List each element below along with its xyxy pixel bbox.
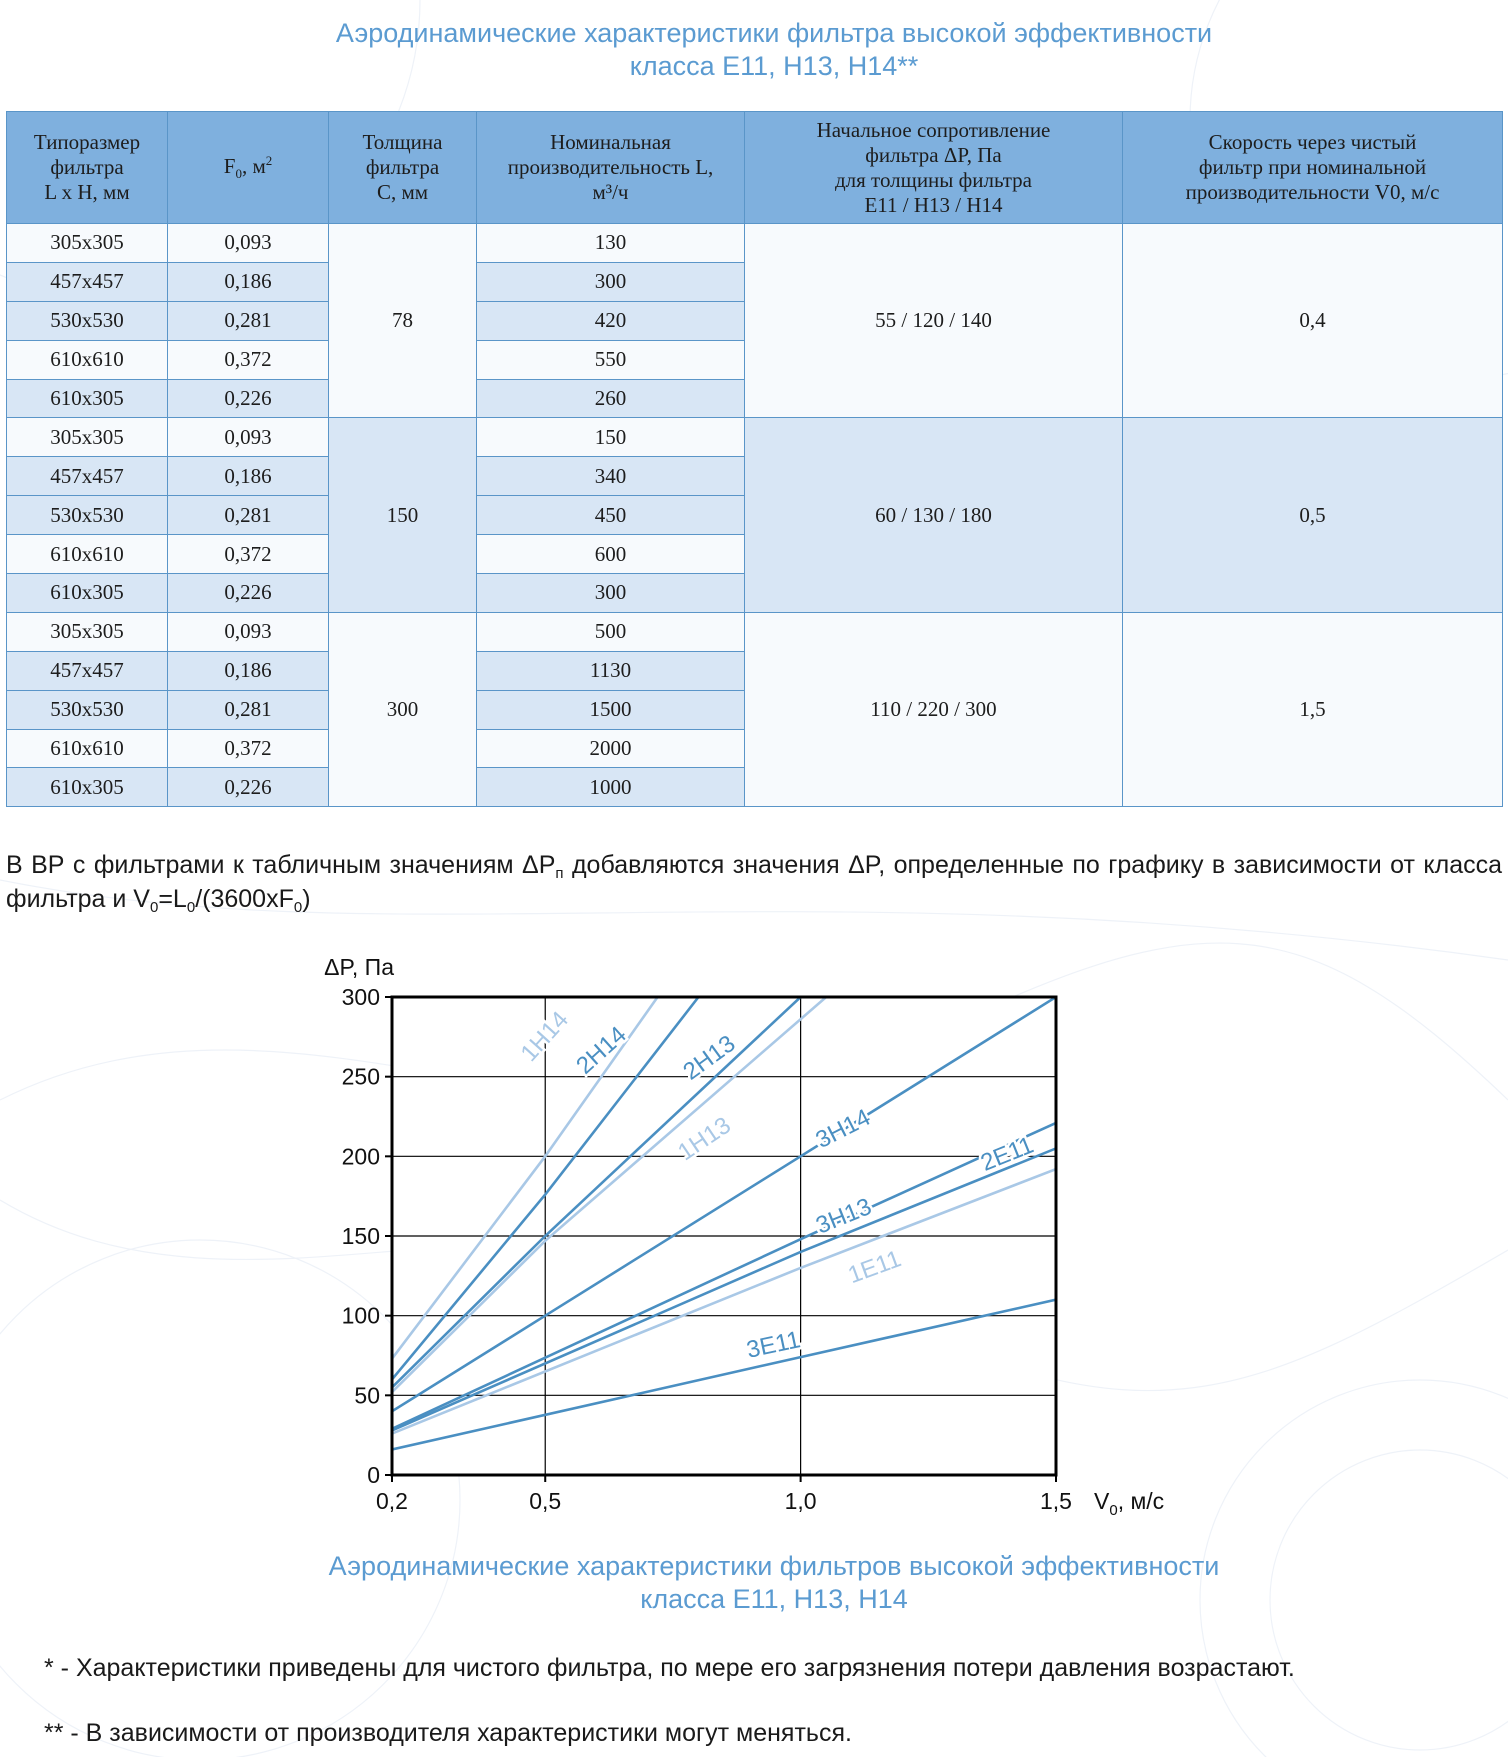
cell-thickness: 78 [329,224,477,418]
cell-size: 530x530 [7,301,168,340]
header-resistance: Начальное сопротивление фильтра ΔP, Па для толщины фильтра E11 / H13 / H14 [745,112,1123,224]
y-tick-label: 300 [341,984,380,1010]
table-row [7,418,1503,457]
cell-capacity: 300 [477,262,745,301]
cell-area: 0,281 [168,690,329,729]
series-label-3h14: 3H14 [811,1103,875,1154]
cell-thickness: 150 [329,418,477,612]
cell-size: 530x530 [7,496,168,535]
footnote-2: ** - В зависимости от производителя характеристики могут меняться. [44,1719,852,1747]
series-label-1e11: 1E11 [844,1245,905,1290]
x-axis-label: $V_0$, м/с [1094,1488,1165,1519]
x-tick-label: 1,0 [784,1488,817,1514]
body-paragraph: В ВР с фильтрами к табличным значениям $\Delta P_п$ добавляются значения ΔP, определенные по графику в зависимости от класса фильтра и $V_0=L_0/(3600xF_0)$ [6,851,1502,916]
cell-capacity: 1130 [477,651,745,690]
table-row [7,224,1503,263]
table-header-row [7,112,1503,224]
header-thickness: Толщина фильтра С, мм [329,112,477,224]
cell-speed: 0,5 [1123,418,1503,612]
header-capacity: Номинальная производительность L, м³/ч [477,112,745,224]
header-size: Типоразмер фильтра L x H, мм [7,112,168,224]
filter-spec-table [6,111,1503,807]
cell-capacity: 300 [477,574,745,613]
cell-thickness: 300 [329,612,477,806]
cell-area: 0,226 [168,574,329,613]
cell-size: 305x305 [7,418,168,457]
cell-area: 0,372 [168,729,329,768]
x-tick-label: 0,2 [376,1488,408,1514]
series-label-2h14: 2H14 [571,1021,632,1080]
y-tick-label: 200 [341,1143,380,1170]
cell-area: 0,281 [168,496,329,535]
cell-area: 0,186 [168,262,329,301]
cell-size: 457x457 [7,651,168,690]
cell-size: 530x530 [7,690,168,729]
cell-area: 0,093 [168,612,329,651]
pressure-drop-chart [0,940,1508,1540]
series-label-2e11: 2E11 [976,1131,1038,1177]
cell-area: 0,093 [168,224,329,263]
cell-capacity: 260 [477,379,745,418]
cell-size: 305x305 [7,612,168,651]
cell-size: 457x457 [7,262,168,301]
cell-speed: 1,5 [1123,612,1503,806]
cell-capacity: 1500 [477,690,745,729]
cell-area: 0,372 [168,340,329,379]
y-tick-label: 250 [341,1063,380,1090]
cell-capacity: 150 [477,418,745,457]
cell-capacity: 600 [477,535,745,574]
cell-capacity: 2000 [477,729,745,768]
cell-area: 0,186 [168,457,329,496]
series-label-1h14: 1H14 [515,1006,574,1067]
y-axis-label: ΔP, Па [324,954,394,980]
table-row [7,612,1503,651]
cell-size: 305x305 [7,224,168,263]
cell-speed: 0,4 [1123,224,1503,418]
cell-resistance: 60 / 130 / 180 [745,418,1123,612]
cell-area: 0,372 [168,535,329,574]
cell-size: 610x610 [7,340,168,379]
y-tick-label: 100 [341,1302,380,1329]
cell-size: 610x610 [7,535,168,574]
cell-capacity: 340 [477,457,745,496]
cell-size: 610x305 [7,574,168,613]
cell-capacity: 1000 [477,768,745,807]
cell-resistance: 55 / 120 / 140 [745,224,1123,418]
header-area: $F_0$, $м^2$ [168,112,329,224]
x-tick-label: 0,5 [529,1488,562,1514]
table-title [0,17,1508,83]
chart-caption-line1: Аэродинамические характеристики фильтров высокой эффективности [328,1551,1220,1581]
series-label-3e11: 3E11 [744,1326,803,1364]
cell-area: 0,281 [168,301,329,340]
footnote-1: * - Характеристики приведены для чистого фильтра, по мере его загрязнения потери давления возрастают. [44,1654,1295,1682]
cell-area: 0,226 [168,768,329,807]
cell-size: 457x457 [7,457,168,496]
table-title-line1: Аэродинамические характеристики фильтра высокой эффективности [335,18,1213,48]
cell-capacity: 550 [477,340,745,379]
cell-capacity: 420 [477,301,745,340]
cell-size: 610x305 [7,379,168,418]
cell-area: 0,226 [168,379,329,418]
header-speed: Скорость через чистый фильтр при номинальной производительности V0, м/с [1123,112,1503,224]
chart-caption-line2: класса E11, H13, H14 [640,1584,908,1614]
x-tick-label: 1,5 [1040,1488,1072,1514]
cell-size: 610x305 [7,768,168,807]
series-label-1h13: 1H13 [673,1111,736,1167]
cell-area: 0,186 [168,651,329,690]
y-tick-label: 150 [341,1223,380,1249]
cell-resistance: 110 / 220 / 300 [745,612,1123,806]
table-title-line2: класса E11, H13, H14** [629,51,919,81]
cell-area: 0,093 [168,418,329,457]
chart-caption [0,1550,1508,1616]
cell-size: 610x610 [7,729,168,768]
y-tick-label: 0 [367,1462,380,1488]
series-label-2h13: 2H13 [678,1030,741,1086]
series-label-3h13: 3H13 [812,1193,876,1240]
cell-capacity: 500 [477,612,745,651]
cell-capacity: 130 [477,224,745,263]
cell-capacity: 450 [477,496,745,535]
y-tick-label: 50 [354,1382,380,1409]
